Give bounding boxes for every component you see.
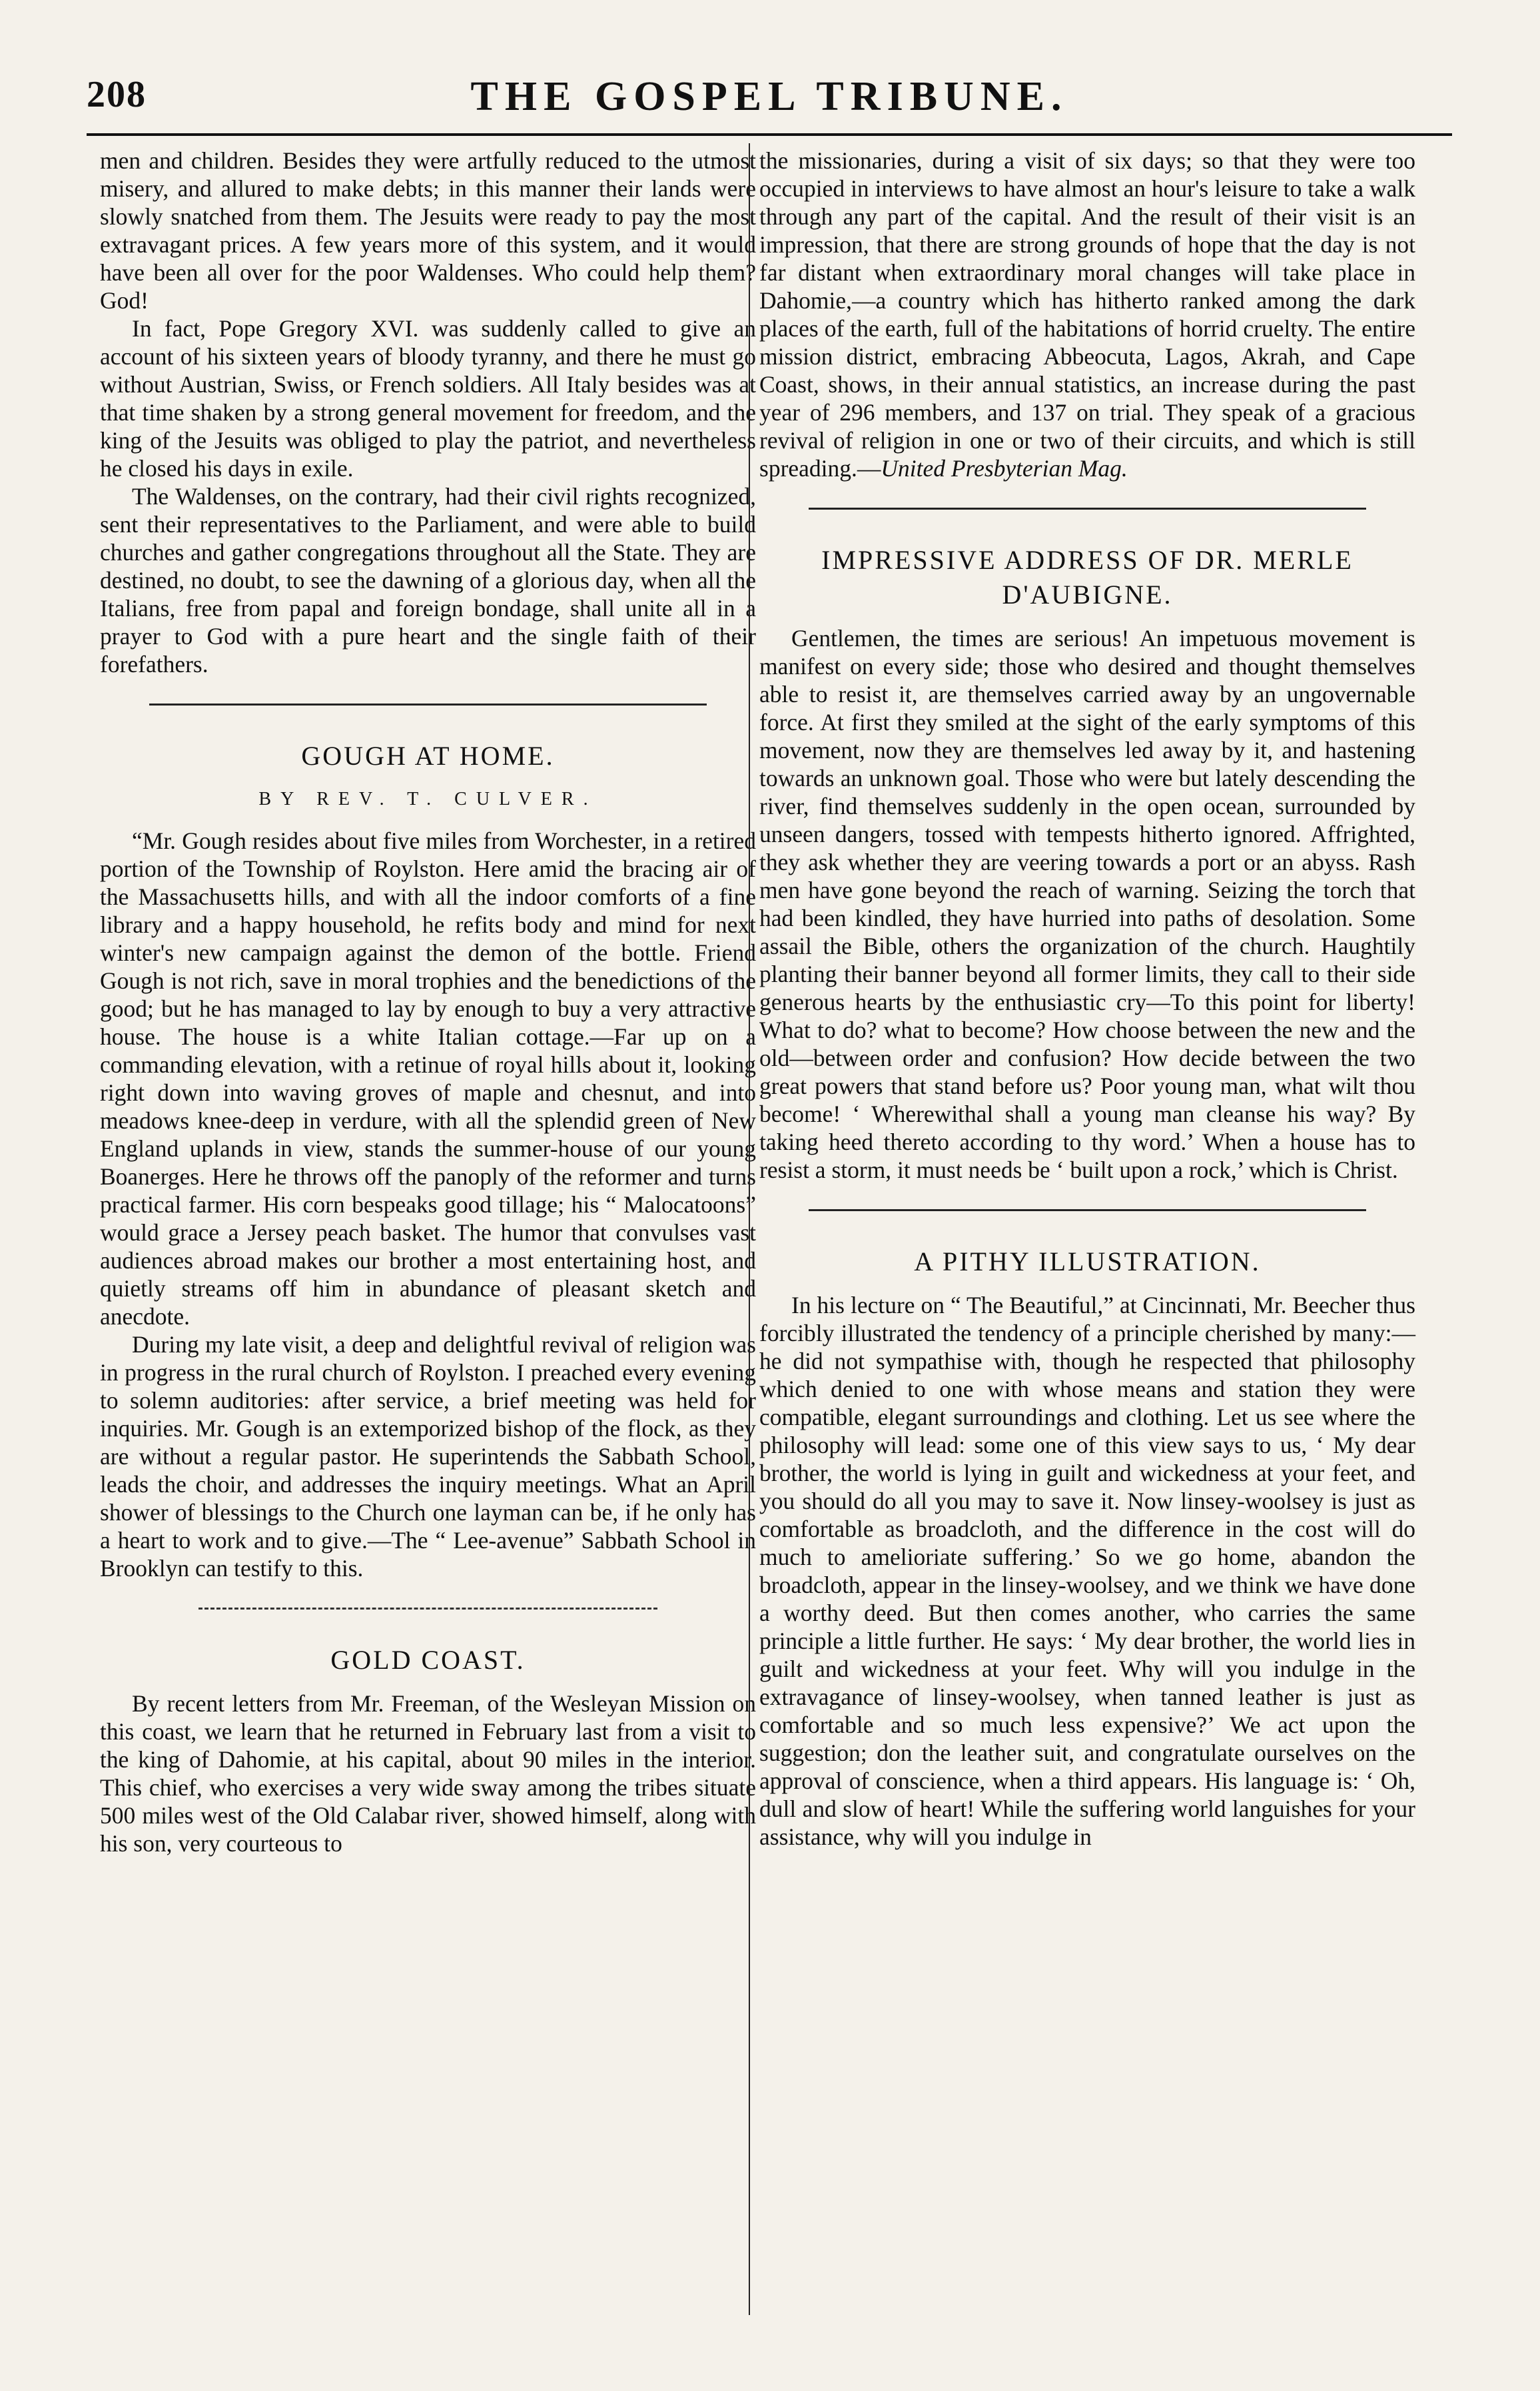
article-paragraph: During my late visit, a deep and delightful revival of religion was in progress in the rural church of Roylston. I preached every evening to solemn auditories: after service, a brief meeting was held for inquiries. Mr. Gough is an extemporized bishop of the flock, as they are without a regular pastor. He superintends the Sabbath School, leads the choir, and addresses the inquiry meetings. What an April shower of blessings to the Church one layman can be, if he only has a heart to work and to give.—The “ Lee-avenue” Sabbath School in Brooklyn can testify to this. xyxy=(100,1331,756,1582)
article-heading-gold-coast: GOLD COAST. xyxy=(330,1645,526,1675)
article-paragraph: The Waldenses, on the contrary, had their civil rights recognized, sent their representatives to the Parliament, and were able to build churches and gather congregations throughout all the State. They are destined, no doubt, to see the dawning of a glorious day, when all the Italians, free from papal and foreign bondage, shall unite all in a prayer to God with a pure heart and the single faith of their forefathers. xyxy=(100,483,756,678)
page-number: 208 xyxy=(87,74,147,115)
article-paragraph: men and children. Besides they were artfully reduced to the utmost misery, and allured to make debts; in this manner their lands were slowly snatched from them. The Jesuits were ready to pay the most extravagant prices. A few years more of this system, and it would have been all over for the poor Waldenses. Who could help them? God! xyxy=(100,147,756,314)
article-heading-pithy: A PITHY ILLUSTRATION. xyxy=(914,1246,1261,1276)
column-divider xyxy=(749,143,750,2315)
right-column xyxy=(759,147,1415,1851)
section-separator xyxy=(809,508,1366,510)
section-separator xyxy=(149,704,707,706)
article-paragraph: “Mr. Gough resides about five miles from Worchester, in a retired portion of the Township of Roylston. Here amid the bracing air of the Massachusetts hills, and with all the indoor comforts of a fine library and a happy household, he refits body and mind for next winter's new campaign against the demon of the bottle. Friend Gough is not rich, save in moral trophies and the benedictions of the good; but he has managed to lay by enough to buy a very attractive house. The house is a white Italian cottage.—Far up on a commanding elevation, with a retinue of royal hills about it, looking right down into waving groves of maple and chesnut, and into meadows knee-deep in verdure, with all the splendid green of New England uplands in view, stands the summer-house of our young Boanerges. Here he throws off the panoply of the reformer and turns practical farmer. His corn bespeaks good tillage; his “ Malocatoons” would grace a Jersey peach basket. The humor that convulses vast audiences abroad makes our brother a most entertaining host, and quietly streams off him in abundance of pleasant sketch and anecdote. xyxy=(100,827,756,1330)
section-separator xyxy=(809,1209,1366,1211)
header-rule xyxy=(87,133,1452,136)
gold-coast-continued-text: the missionaries, during a visit of six days; so that they were too occupied in interviews to have almost an hour's leisure to take a walk through any part of the capital. And the result of their visit is an impression, that there are strong grounds of hope that the day is not far distant when extraordinary moral changes will take place in Dahomie,—a country which has hitherto ranked among the dark places of the earth, full of the habitations of horrid cruelty. The entire mission district, embracing Abbeocuta, Lagos, Akrah, and Cape Coast, shows, in their annual statistics, an increase during the past year of 296 members, and 137 on trial. They speak of a gracious revival of religion in one or two of their circuits, and which is still spreading.— xyxy=(759,147,1415,482)
left-column xyxy=(100,147,756,1857)
heading-line: IMPRESSIVE ADDRESS OF DR. MERLE xyxy=(821,545,1353,575)
article-heading-merle xyxy=(759,543,1415,612)
article-byline: BY REV. T. CULVER. xyxy=(258,789,597,809)
page-header xyxy=(87,47,1452,120)
section-separator xyxy=(198,1608,658,1610)
article-paragraph: In fact, Pope Gregory XVI. was suddenly called to give an account of his sixteen years of bloody tyranny, and there he must go without Austrian, Swiss, or French soldiers. All Italy besides was at that time shaken by a strong general movement for freedom, and the king of the Jesuits was obliged to play the patriot, and nevertheless he closed his days in exile. xyxy=(100,315,756,482)
article-paragraph: Gentlemen, the times are serious! An impetuous movement is manifest on every side; those who desired and thought themselves able to resist it, are themselves carried away by an ungovernable force. At first they smiled at the sight of the early symptoms of this movement, now they are themselves led away by it, and hastening towards an unknown goal. Those who were but lately descending the river, find themselves suddenly in the open ocean, surrounded by unseen dangers, tossed with tempests hitherto ignored. Affrighted, they ask whether they are veering towards a port or an abyss. Rash men have gone beyond the reach of warning. Seizing the torch that had been kindled, they have hurried into paths of desolation. Some assail the Bible, others the organization of the church. Haughtily planting their banner beyond all former limits, they call to their side generous hearts by the enthusiastic cry—To this point for liberty! What to do? what to become? How choose between the new and the old—between order and confusion? How decide between the two great powers that stand before us? Poor young man, what wilt thou become! ‘ Wherewithal shall a young man cleanse his way? By taking heed thereto according to thy word.’ When a house has to resist a storm, it must needs be ‘ built upon a rock,’ which is Christ. xyxy=(759,625,1415,1183)
article-paragraph: By recent letters from Mr. Freeman, of the Wesleyan Mission on this coast, we learn that he returned in February last from a visit to the king of Dahomie, at his capital, about 90 miles in the interior. This chief, who exercises a very wide sway among the tribes situate 500 miles west of the Old Calabar river, showed himself, along with his son, very courteous to xyxy=(100,1690,756,1857)
article-paragraph: In his lecture on “ The Beautiful,” at Cincinnati, Mr. Beecher thus forcibly illustrated the tendency of a principle cherished by many:—he did not sympathise with, though he respected that philosophy which denied to one with whose means and station they were compatible, elegant surroundings and clothing. Let us see where the philosophy will lead: some one of this view says to us, ‘ My dear brother, the world is lying in guilt and wickedness at your feet, and you should do all you may to save it. Now linsey-woolsey is just as comfortable as broadcloth, and the difference in the cost will do much to amelioriate suffering.’ So we go home, abandon the broadcloth, appear in the linsey-woolsey, and we think we have done a worthy deed. But then comes another, who carries the same principle a little further. He says: ‘ My dear brother, the world lies in guilt and wickedness at your feet. Why will you indulge in the extravagance of linsey-woolsey, when tanned leather is just as comfortable and so much less expensive?’ We act upon the suggestion; don the leather suit, and congratulate ourselves on the approval of conscience, when a third appears. His language is: ‘ Oh, dull and slow of heart! While the suffering world languishes for your assistance, why will you indulge in xyxy=(759,1292,1415,1850)
article-paragraph xyxy=(759,147,1415,482)
source-credit: United Presbyterian Mag. xyxy=(881,455,1128,482)
article-heading-gough: GOUGH AT HOME. xyxy=(301,741,555,771)
publication-title: THE GOSPEL TRIBUNE. xyxy=(470,74,1068,119)
heading-line: D'AUBIGNE. xyxy=(1002,580,1173,610)
